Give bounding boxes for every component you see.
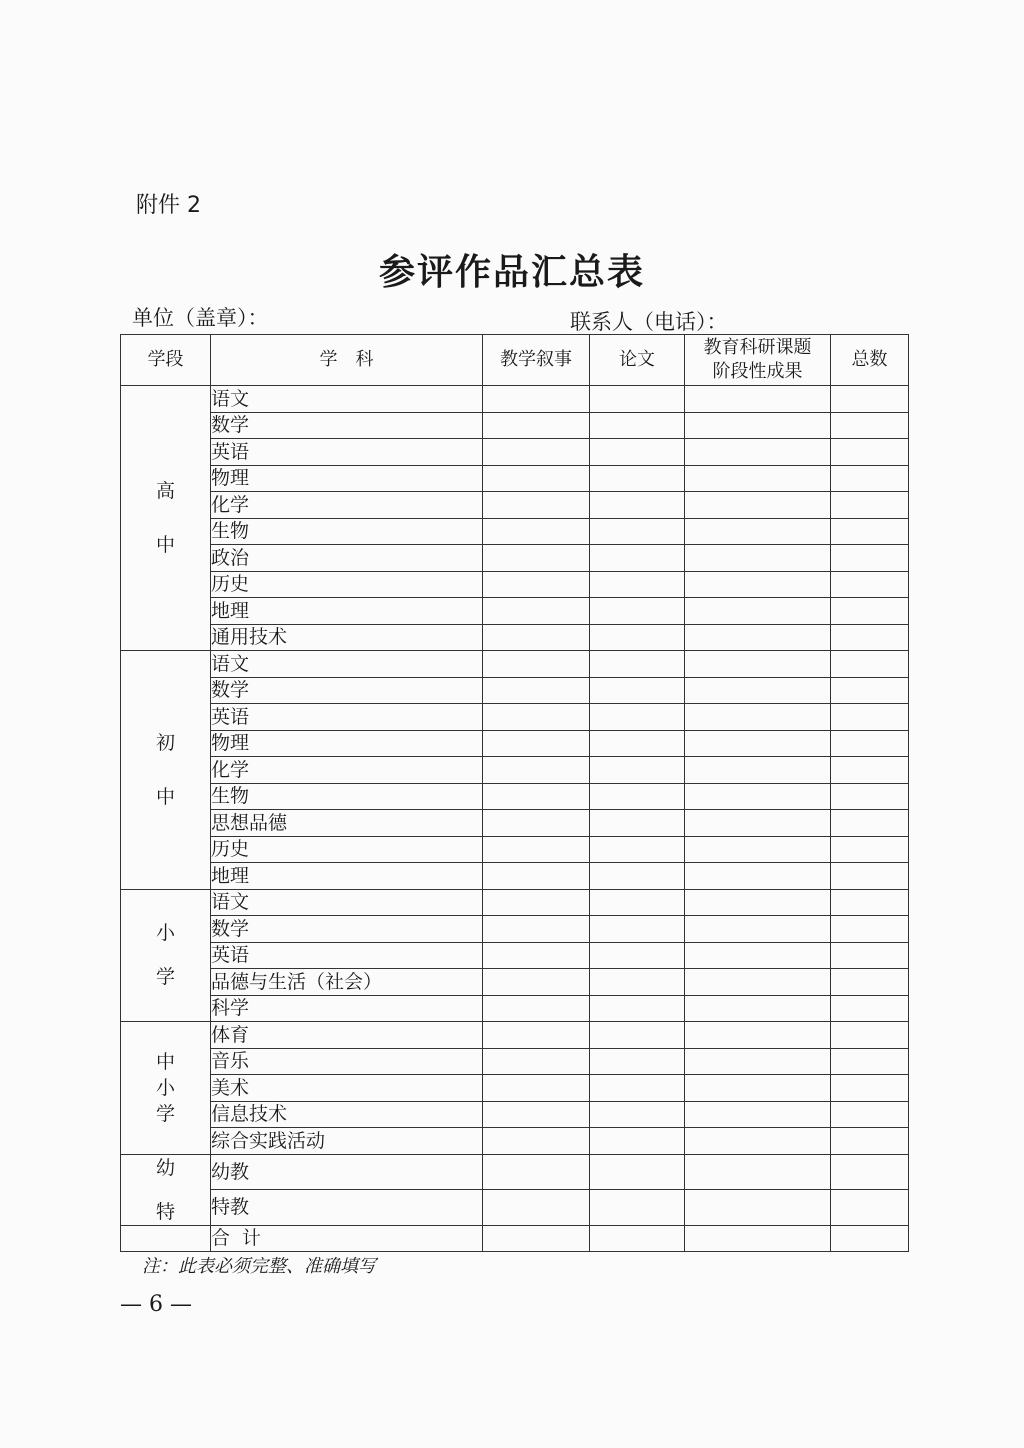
subject-cell: 信息技术: [211, 1101, 483, 1128]
table-row: [121, 1128, 909, 1155]
total-cell[interactable]: [831, 783, 909, 810]
research-cell[interactable]: [685, 810, 831, 837]
research-cell[interactable]: [685, 969, 831, 996]
narrative-cell[interactable]: [483, 863, 590, 890]
research-cell[interactable]: [685, 518, 831, 545]
research-cell[interactable]: [685, 465, 831, 492]
narrative-cell[interactable]: [483, 1101, 590, 1128]
table-row: [121, 518, 909, 545]
total-stage-cell: [121, 1225, 211, 1252]
subject-cell: 地理: [211, 863, 483, 890]
total-cell[interactable]: [831, 651, 909, 678]
header-subject: 学 科: [211, 335, 483, 386]
narrative-cell[interactable]: [483, 942, 590, 969]
table-row: [121, 1075, 909, 1102]
subject-cell: 历史: [211, 836, 483, 863]
total-cell[interactable]: [831, 465, 909, 492]
stage-char: 学: [155, 1102, 175, 1125]
total-cell[interactable]: [831, 439, 909, 466]
subject-cell: 政治: [211, 545, 483, 572]
subject-cell: 美术: [211, 1075, 483, 1102]
paper-cell[interactable]: [590, 916, 685, 943]
total-cell[interactable]: [831, 571, 909, 598]
table-row: [121, 1048, 909, 1075]
subject-cell: 物理: [211, 465, 483, 492]
subject-cell: 综合实践活动: [211, 1128, 483, 1155]
stage-char: 小: [155, 1076, 175, 1099]
narrative-cell[interactable]: [483, 704, 590, 731]
total-row: [121, 1225, 909, 1252]
total-cell[interactable]: [831, 1128, 909, 1155]
total-cell[interactable]: [831, 598, 909, 625]
table-row: [121, 492, 909, 519]
research-cell[interactable]: [685, 783, 831, 810]
subject-cell: 通用技术: [211, 624, 483, 651]
table-row: [121, 624, 909, 651]
research-cell[interactable]: [685, 1022, 831, 1049]
subject-cell: 语文: [211, 889, 483, 916]
table-row: [121, 412, 909, 439]
subject-cell: 地理: [211, 598, 483, 625]
paper-cell[interactable]: [590, 545, 685, 572]
total-cell[interactable]: [831, 412, 909, 439]
subject-cell: 英语: [211, 439, 483, 466]
total-cell[interactable]: [831, 492, 909, 519]
table-row: [121, 677, 909, 704]
table-row: [121, 465, 909, 492]
narrative-cell[interactable]: [483, 783, 590, 810]
subject-cell: 特教: [211, 1190, 483, 1226]
paper-cell[interactable]: [590, 863, 685, 890]
total-cell[interactable]: [831, 889, 909, 916]
header-paper: 论文: [590, 335, 685, 386]
attachment-label: 附件 2: [136, 193, 201, 218]
narrative-cell[interactable]: [483, 598, 590, 625]
stage-cell: [121, 386, 211, 651]
table-row: [121, 1022, 909, 1049]
paper-cell[interactable]: [590, 624, 685, 651]
stage-char: 特: [155, 1200, 175, 1223]
paper-cell[interactable]: [590, 995, 685, 1022]
research-cell[interactable]: [685, 492, 831, 519]
research-cell[interactable]: [685, 598, 831, 625]
paper-cell[interactable]: [590, 465, 685, 492]
table-row: [121, 810, 909, 837]
total-cell[interactable]: [831, 810, 909, 837]
paper-cell[interactable]: [590, 1154, 685, 1190]
total-paper-cell[interactable]: [590, 1225, 685, 1252]
paper-cell[interactable]: [590, 757, 685, 784]
total-cell[interactable]: [831, 836, 909, 863]
table-row: [121, 598, 909, 625]
paper-cell[interactable]: [590, 1190, 685, 1226]
page-number: — 6 —: [120, 1292, 192, 1317]
paper-cell[interactable]: [590, 571, 685, 598]
total-cell[interactable]: [831, 386, 909, 413]
subject-cell: 语文: [211, 386, 483, 413]
total-cell[interactable]: [831, 1048, 909, 1075]
narrative-cell[interactable]: [483, 571, 590, 598]
subject-cell: 音乐: [211, 1048, 483, 1075]
total-narrative-cell[interactable]: [483, 1225, 590, 1252]
total-total-cell[interactable]: [831, 1225, 909, 1252]
research-cell[interactable]: [685, 863, 831, 890]
paper-cell[interactable]: [590, 730, 685, 757]
table-row: [121, 969, 909, 996]
paper-cell[interactable]: [590, 1048, 685, 1075]
total-label: 合计: [211, 1225, 483, 1252]
subject-cell: 物理: [211, 730, 483, 757]
table-row: [121, 942, 909, 969]
table-row: [121, 386, 909, 413]
header-stage: 学段: [121, 335, 211, 386]
total-cell[interactable]: [831, 1101, 909, 1128]
narrative-cell[interactable]: [483, 624, 590, 651]
subject-cell: 生物: [211, 518, 483, 545]
table-row: [121, 545, 909, 572]
stage-char: 高: [155, 480, 175, 502]
subject-cell: 幼教: [211, 1154, 483, 1190]
subject-cell: 思想品德: [211, 810, 483, 837]
paper-cell[interactable]: [590, 1075, 685, 1102]
stage-char: 小: [155, 922, 175, 945]
table-row: [121, 863, 909, 890]
stage-cell: [121, 651, 211, 890]
research-cell[interactable]: [685, 624, 831, 651]
total-cell[interactable]: [831, 757, 909, 784]
narrative-cell[interactable]: [483, 1075, 590, 1102]
paper-cell[interactable]: [590, 412, 685, 439]
footnote: 注：此表必须完整、准确填写: [142, 1256, 376, 1277]
total-cell[interactable]: [831, 1075, 909, 1102]
stage-cell: [121, 889, 211, 1022]
table-row: [121, 704, 909, 731]
total-cell[interactable]: [831, 704, 909, 731]
page-title: 参评作品汇总表: [378, 251, 645, 293]
stage-char: 幼: [155, 1156, 175, 1179]
total-cell[interactable]: [831, 677, 909, 704]
narrative-cell[interactable]: [483, 545, 590, 572]
paper-cell[interactable]: [590, 651, 685, 678]
paper-cell[interactable]: [590, 1128, 685, 1155]
paper-cell[interactable]: [590, 783, 685, 810]
paper-cell[interactable]: [590, 598, 685, 625]
narrative-cell[interactable]: [483, 995, 590, 1022]
total-cell[interactable]: [831, 1190, 909, 1226]
narrative-cell[interactable]: [483, 492, 590, 519]
paper-cell[interactable]: [590, 492, 685, 519]
research-cell[interactable]: [685, 730, 831, 757]
research-cell[interactable]: [685, 1048, 831, 1075]
paper-cell[interactable]: [590, 969, 685, 996]
research-cell[interactable]: [685, 1075, 831, 1102]
research-cell[interactable]: [685, 386, 831, 413]
narrative-cell[interactable]: [483, 412, 590, 439]
paper-cell[interactable]: [590, 518, 685, 545]
paper-cell[interactable]: [590, 1101, 685, 1128]
research-cell[interactable]: [685, 757, 831, 784]
table-row: [121, 889, 909, 916]
narrative-cell[interactable]: [483, 810, 590, 837]
stage-char: 学: [155, 966, 175, 989]
table-row: [121, 1154, 909, 1190]
total-cell[interactable]: [831, 1154, 909, 1190]
narrative-cell[interactable]: [483, 1190, 590, 1226]
paper-cell[interactable]: [590, 889, 685, 916]
research-cell[interactable]: [685, 942, 831, 969]
paper-cell[interactable]: [590, 704, 685, 731]
paper-cell[interactable]: [590, 386, 685, 413]
narrative-cell[interactable]: [483, 677, 590, 704]
research-cell[interactable]: [685, 677, 831, 704]
narrative-cell[interactable]: [483, 730, 590, 757]
unit-seal-label: 单位（盖章）：: [132, 306, 269, 330]
subject-cell: 英语: [211, 704, 483, 731]
paper-cell[interactable]: [590, 439, 685, 466]
subject-cell: 英语: [211, 942, 483, 969]
header-research-line2: 阶段性成果: [712, 361, 803, 382]
total-research-cell[interactable]: [685, 1225, 831, 1252]
table-row: [121, 995, 909, 1022]
table-row: [121, 783, 909, 810]
table-row: [121, 651, 909, 678]
narrative-cell[interactable]: [483, 969, 590, 996]
research-cell[interactable]: [685, 1190, 831, 1226]
narrative-cell[interactable]: [483, 465, 590, 492]
narrative-cell[interactable]: [483, 439, 590, 466]
subject-cell: 化学: [211, 492, 483, 519]
paper-cell[interactable]: [590, 836, 685, 863]
table-row: [121, 571, 909, 598]
table-row: [121, 1101, 909, 1128]
total-cell[interactable]: [831, 518, 909, 545]
table-row: [121, 439, 909, 466]
table-row: [121, 757, 909, 784]
subject-cell: 数学: [211, 412, 483, 439]
subject-cell: 历史: [211, 571, 483, 598]
narrative-cell[interactable]: [483, 889, 590, 916]
research-cell[interactable]: [685, 1101, 831, 1128]
research-cell[interactable]: [685, 412, 831, 439]
subject-cell: 体育: [211, 1022, 483, 1049]
stage-char: 中: [155, 1050, 175, 1073]
research-cell[interactable]: [685, 995, 831, 1022]
table-row: [121, 916, 909, 943]
paper-cell[interactable]: [590, 677, 685, 704]
subject-cell: 数学: [211, 916, 483, 943]
stage-char: 中: [155, 534, 175, 556]
stage-cell: [121, 1154, 211, 1225]
narrative-cell[interactable]: [483, 518, 590, 545]
subject-cell: 科学: [211, 995, 483, 1022]
contact-phone-label: 联系人（电话）：: [570, 310, 728, 334]
research-cell[interactable]: [685, 704, 831, 731]
subject-cell: 生物: [211, 783, 483, 810]
total-cell[interactable]: [831, 624, 909, 651]
research-cell[interactable]: [685, 889, 831, 916]
stage-cell: [121, 1022, 211, 1155]
research-cell[interactable]: [685, 1154, 831, 1190]
subject-cell: 品德与生活（社会）: [211, 969, 483, 996]
narrative-cell[interactable]: [483, 386, 590, 413]
total-cell[interactable]: [831, 730, 909, 757]
research-cell[interactable]: [685, 836, 831, 863]
research-cell[interactable]: [685, 651, 831, 678]
research-cell[interactable]: [685, 916, 831, 943]
narrative-cell[interactable]: [483, 916, 590, 943]
narrative-cell[interactable]: [483, 836, 590, 863]
total-cell[interactable]: [831, 942, 909, 969]
header-narrative: 教学叙事: [483, 335, 590, 386]
total-cell[interactable]: [831, 1022, 909, 1049]
narrative-cell[interactable]: [483, 1154, 590, 1190]
total-cell[interactable]: [831, 916, 909, 943]
table-row: [121, 730, 909, 757]
summary-table: [120, 334, 909, 1252]
stage-char: 中: [155, 785, 175, 808]
total-cell[interactable]: [831, 969, 909, 996]
paper-cell[interactable]: [590, 942, 685, 969]
table-header-row: [121, 335, 909, 386]
narrative-cell[interactable]: [483, 1048, 590, 1075]
narrative-cell[interactable]: [483, 1022, 590, 1049]
header-research: [685, 335, 831, 386]
stage-char: 初: [155, 731, 175, 754]
header-total: 总数: [831, 335, 909, 386]
total-cell[interactable]: [831, 995, 909, 1022]
subject-cell: 数学: [211, 677, 483, 704]
table-body: [121, 386, 909, 1252]
research-cell[interactable]: [685, 571, 831, 598]
subject-cell: 化学: [211, 757, 483, 784]
header-research-line1: 教育科研课题: [703, 337, 812, 358]
narrative-cell[interactable]: [483, 1128, 590, 1155]
table-row: [121, 1190, 909, 1226]
narrative-cell[interactable]: [483, 651, 590, 678]
paper-cell[interactable]: [590, 810, 685, 837]
total-cell[interactable]: [831, 863, 909, 890]
table-row: [121, 836, 909, 863]
subject-cell: 语文: [211, 651, 483, 678]
research-cell[interactable]: [685, 1128, 831, 1155]
paper-cell[interactable]: [590, 1022, 685, 1049]
narrative-cell[interactable]: [483, 757, 590, 784]
research-cell[interactable]: [685, 545, 831, 572]
research-cell[interactable]: [685, 439, 831, 466]
total-cell[interactable]: [831, 545, 909, 572]
